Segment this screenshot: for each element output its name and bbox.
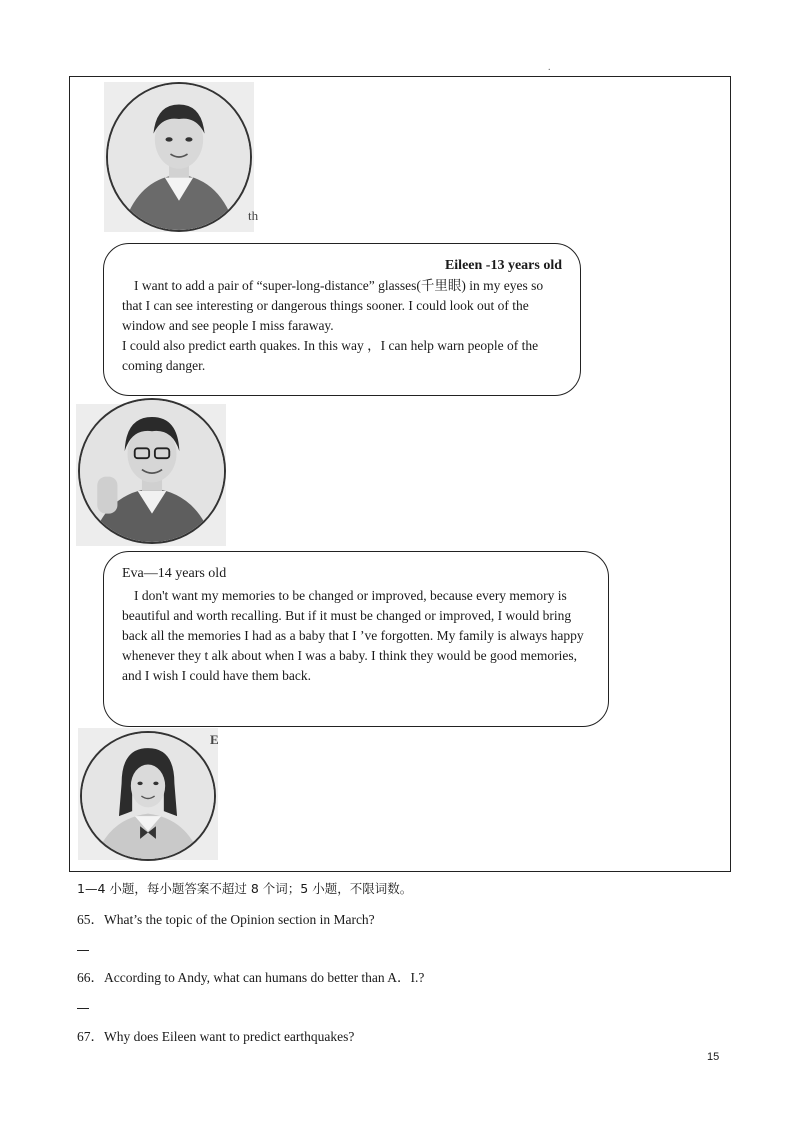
stray-mark-th: th (248, 208, 259, 223)
eileen-paragraph-1: I want to add a pair of “super-long-distance” glasses(千里眼) in my eyes so that I can see interesting or dangerous things sooner. I could look out of the window and see people I miss faraway. (122, 278, 544, 333)
question-65: 65．What’s the topic of the Opinion section in March? (77, 912, 375, 927)
eva-speech-bubble (103, 551, 609, 727)
answer-line-65 (77, 950, 89, 951)
stray-mark-e: E (210, 732, 219, 747)
question-66: 66．According to Andy, what can humans do better than A．I.? (77, 970, 425, 985)
page-number: 15 (707, 1051, 720, 1063)
answer-line-66 (77, 1008, 89, 1009)
eva-paragraph-1: I don't want my memories to be changed or improved, because every memory is beautiful and worth recalling. But if it must be changed or improved, I would bring back all the memories I had as a baby that I ’ve forgotten. My family is always happy whenever they t alk about when I was a baby. I think they would be good memories, and I wish I could have them back. (122, 588, 584, 683)
student-photo-3 (80, 731, 216, 861)
eva-name-label: Eva—14 years old (122, 566, 227, 581)
eileen-speech-bubble (103, 243, 581, 396)
instructions-line: 1—4 小题，每小题答案不超过 8 个词；5 小题，不限词数。 (77, 881, 413, 896)
eva-text (122, 586, 590, 686)
question-67: 67．Why does Eileen want to predict earthquakes? (77, 1029, 355, 1044)
eileen-paragraph-2: I could also predict earth quakes. In this way ，I can help warn people of the coming danger. (122, 338, 539, 373)
eileen-text (122, 276, 562, 376)
student-photo-2 (78, 398, 226, 544)
eileen-name-label: Eileen -13 years old (444, 258, 562, 273)
top-dot-mark: . (548, 62, 551, 73)
student-photo-1 (106, 82, 252, 232)
